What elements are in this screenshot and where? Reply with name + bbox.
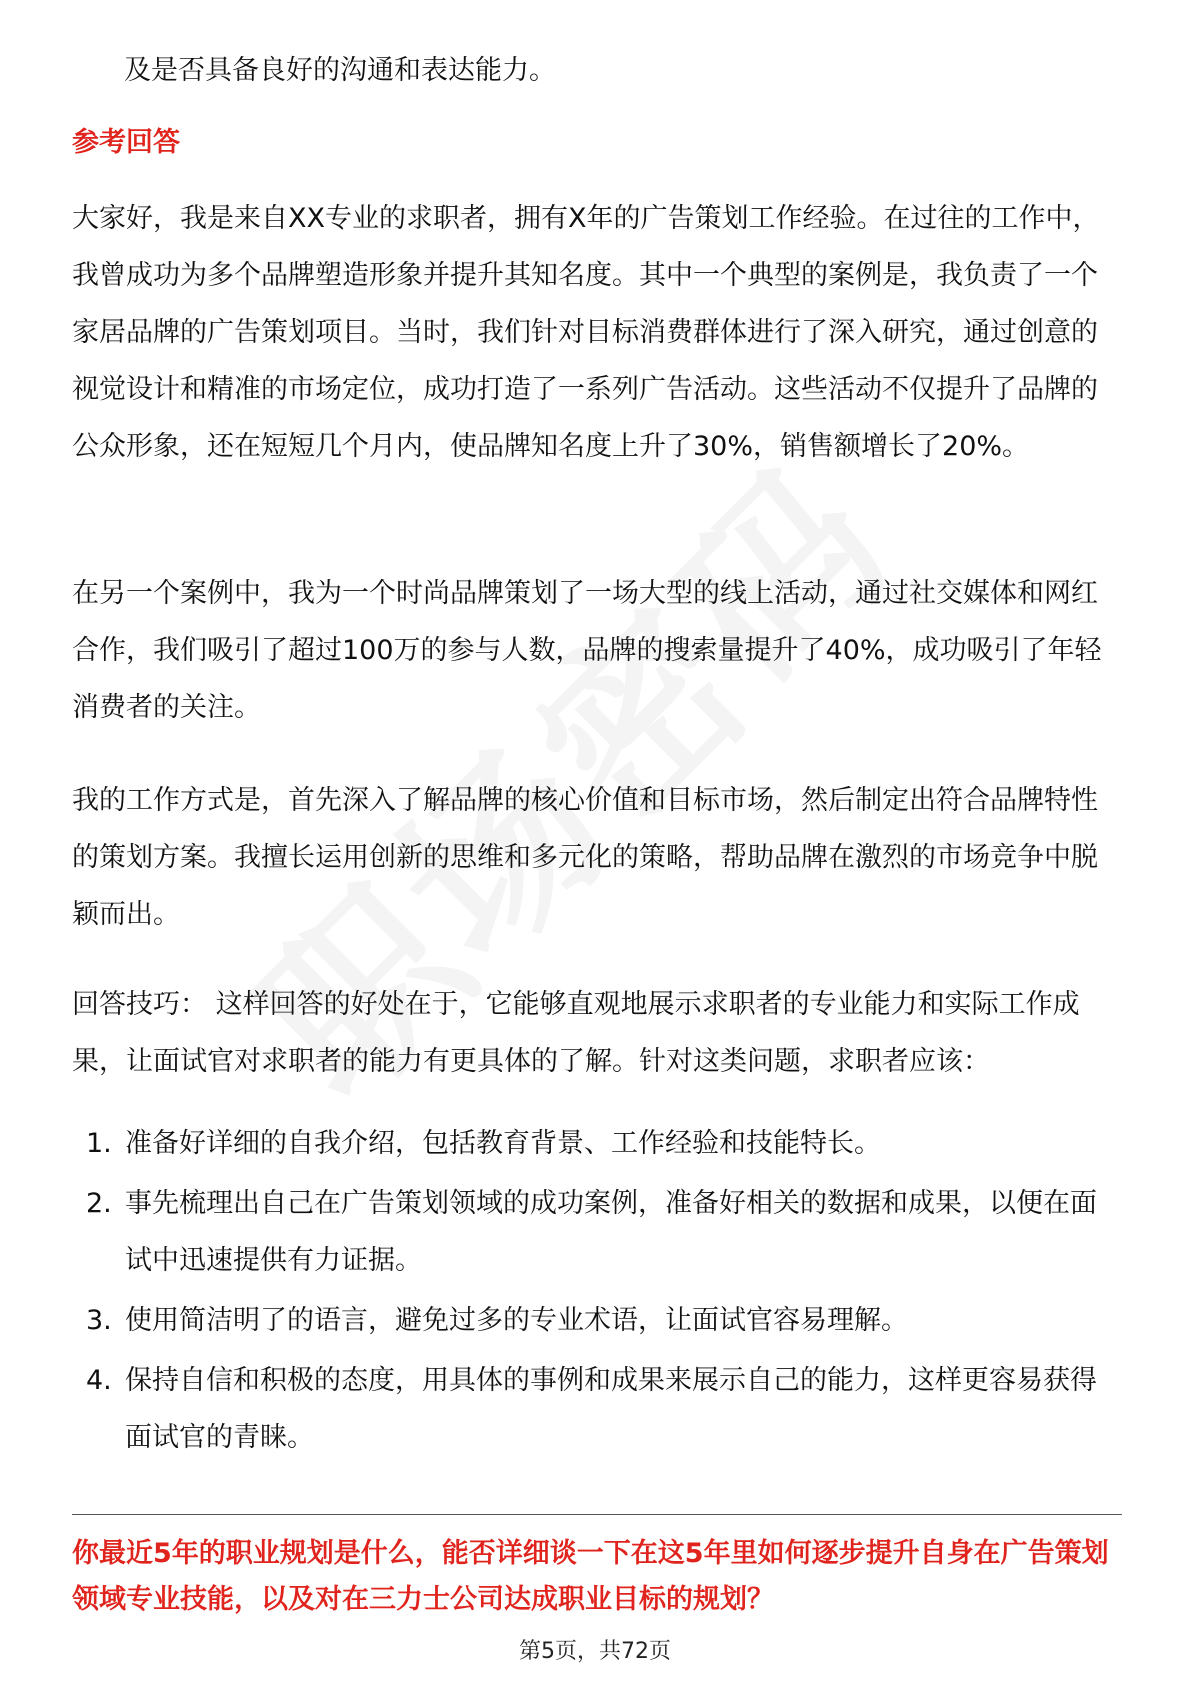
- answer-paragraph-2: 在另一个案例中，我为一个时尚品牌策划了一场大型的线上活动，通过社交媒体和网红合作，我们吸引了超过100万的参与人数，品牌的搜索量提升了40%，成功吸引了年轻消费者的关注。: [72, 578, 1102, 723]
- list-item-number: 4.: [86, 1365, 112, 1396]
- list-item-number: 3.: [86, 1305, 112, 1336]
- continuation-text: 及是否具备良好的沟通和表达能力。: [124, 55, 556, 86]
- list-item-number: 1.: [86, 1128, 112, 1159]
- next-question: 你最近5年的职业规划是什么，能否详细谈一下在这5年里如何逐步提升自身在广告策划领域专业技能，以及对在三力士公司达成职业目标的规划？: [72, 1538, 1109, 1615]
- list-item: [72, 1115, 1122, 1172]
- tips-intro-paragraph: 回答技巧： 这样回答的好处在于，它能够直观地展示求职者的专业能力和实际工作成果，让面试官对求职者的能力有更具体的了解。针对这类问题，求职者应该：: [72, 989, 1080, 1077]
- list-item: [72, 1175, 1122, 1289]
- list-item: [72, 1352, 1122, 1466]
- page-number-footer: 第5页，共72页: [519, 1639, 671, 1664]
- list-item-text: 事先梳理出自己在广告策划领域的成功案例，准备好相关的数据和成果，以便在面试中迅速提供有力证据。: [125, 1188, 1097, 1276]
- divider: [72, 1514, 1122, 1515]
- list-item-text: 保持自信和积极的态度，用具体的事例和成果来展示自己的能力，这样更容易获得面试官的青睐。: [125, 1365, 1097, 1453]
- list-item-text: 使用简洁明了的语言，避免过多的专业术语，让面试官容易理解。: [125, 1305, 908, 1336]
- section-title: 参考回答: [72, 127, 180, 158]
- list-item-number: 2.: [86, 1188, 112, 1219]
- list-item-text: 准备好详细的自我介绍，包括教育背景、工作经验和技能特长。: [125, 1128, 881, 1159]
- answer-paragraph-1: 大家好，我是来自XX专业的求职者，拥有X年的广告策划工作经验。在过往的工作中，我曾成功为多个品牌塑造形象并提升其知名度。其中一个典型的案例是，我负责了一个家居品牌的广告策划项目。当时，我们针对目标消费群体进行了深入研究，通过创意的视觉设计和精准的市场定位，成功打造了一系列广告活动。这些活动不仅提升了品牌的公众形象，还在短短几个月内，使品牌知名度上升了30%，销售额增长了20%。: [72, 203, 1100, 462]
- tips-list: [72, 1115, 1122, 1469]
- answer-paragraph-3: 我的工作方式是，首先深入了解品牌的核心价值和目标市场，然后制定出符合品牌特性的策划方案。我擅长运用创新的思维和多元化的策略，帮助品牌在激烈的市场竞争中脱颖而出。: [72, 785, 1098, 930]
- list-item: [72, 1292, 1122, 1349]
